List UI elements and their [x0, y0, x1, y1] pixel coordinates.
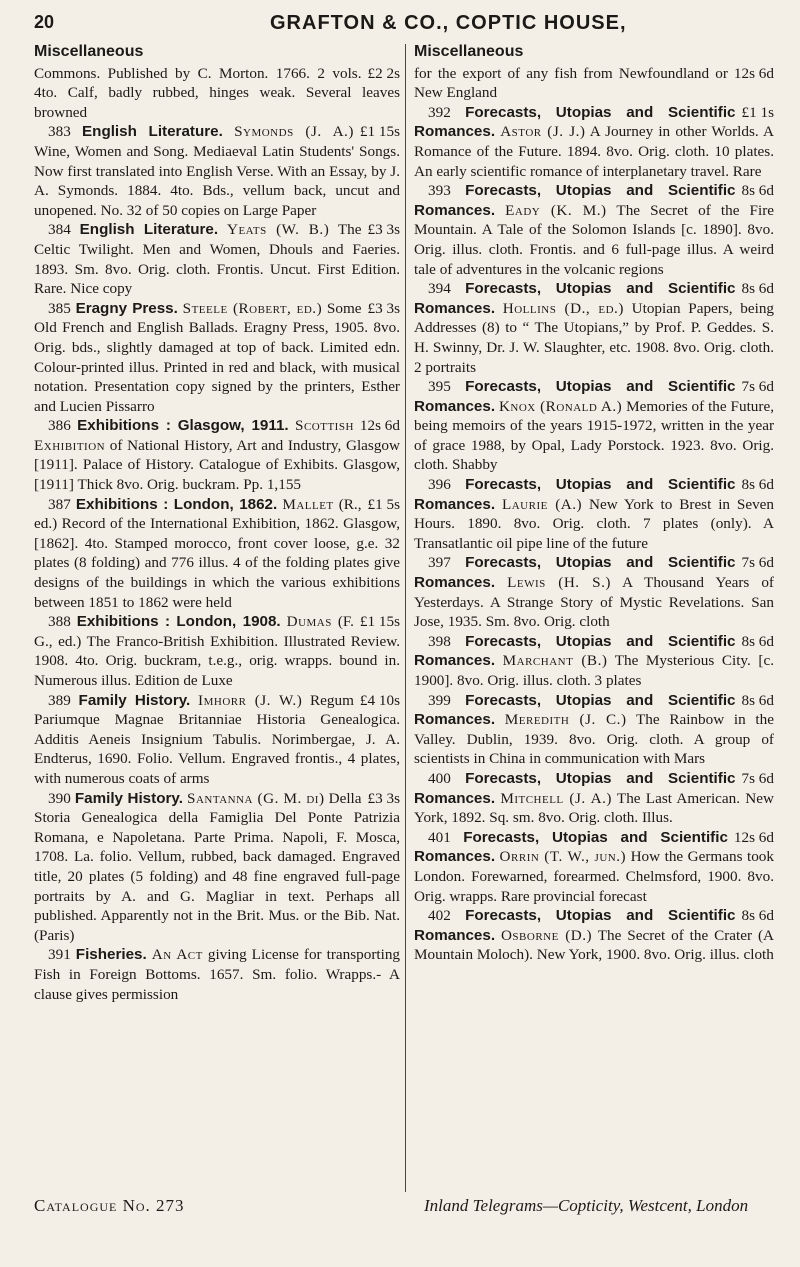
- entry-price: £3 3s: [367, 789, 400, 807]
- entry-number: 394: [428, 280, 451, 298]
- entry-price: £1 15s: [359, 613, 400, 631]
- entry-text: Utopian Papers, being Addresses (8) to “ The Utopians,” by Prof. P. Geddes. S. H. Swinny, Dr. J. W. Slaughter, etc. 1908. 8vo. Orig. cloth. 2 portraits: [414, 299, 775, 376]
- catalogue-entry: [414, 553, 774, 631]
- entry-author: Meredith (J. C.): [504, 711, 627, 729]
- entry-text: Della Storia Genealogica della Famiglia Del Ponte Patrizia Romana, e Napoletana. Parte Prima. Napoli, F. Mosca, 1708. La. folio. Vellum, rubbed, back damaged. Engraved title, 20 plates (5 folding) and 48 fine engraved full-page portraits by A. and G. Magliar in text. Perhaps all published. Apparently not in the Brit. Mus. or the Bib. Nat. (Paris): [34, 789, 400, 944]
- catalogue-entry: [34, 299, 400, 417]
- entry-author: Dumas: [286, 613, 332, 631]
- catalogue-entry: [414, 769, 774, 828]
- continued-entry: [414, 64, 774, 103]
- entry-price: £1 5s: [367, 495, 400, 513]
- continued-entry: [34, 64, 400, 123]
- entry-number: 392: [428, 103, 451, 121]
- entry-author: Orrin (T. W., jun.): [499, 848, 627, 866]
- entry-author: Mitchell (J. A.): [500, 789, 612, 807]
- entry-author: Scottish Exhibition: [34, 417, 354, 454]
- section-heading: Miscellaneous: [414, 43, 524, 60]
- entry-author: Imhorr (J. W.): [198, 691, 303, 709]
- entry-text: The Secret of the Crater (A Mountain Moloch). New York, 1900. 8vo. Orig. illus. cloth: [414, 926, 774, 964]
- entry-number: 389: [48, 691, 71, 709]
- entry-text: The Mysterious City. [c. 1900]. 8vo. Orig. illus. cloth. 3 plates: [414, 652, 774, 689]
- catalogue-entry: [414, 475, 774, 553]
- entry-heading: English Literature.: [79, 221, 219, 239]
- entry-author: Lewis (H. S.): [507, 574, 611, 592]
- entry-price: 8s 6d: [741, 476, 774, 494]
- entry-text: Wine, Women and Song. Mediaeval Latin Students' Songs. Now first translated into English Verse. With an Essay, by J. A. Symonds. 1884. 4to. Bds., vellum back, uncut and unopened. No. 32 of 50 copies on Large Paper: [34, 142, 400, 219]
- entry-heading: Forecasts, Utopias and Scientific Romances.: [414, 476, 736, 513]
- entry-price: 8s 6d: [741, 691, 774, 709]
- entry-author: Hollins (D., ed.): [502, 299, 624, 317]
- catalogue-entry: [34, 789, 400, 946]
- entry-author: Marchant (B.): [502, 652, 608, 670]
- entry-heading: Exhibitions : London, 1908.: [76, 613, 281, 631]
- entry-price: 8s 6d: [741, 280, 774, 298]
- entry-author: Mallet: [282, 495, 334, 513]
- entry-heading: Forecasts, Utopias and Scientific Romances.: [414, 828, 728, 866]
- entry-number: 385: [48, 299, 71, 317]
- entry-list: [414, 103, 774, 965]
- entry-heading: Family History.: [74, 789, 183, 807]
- entry-author: Santanna (G. M. di): [187, 789, 325, 807]
- catalogue-entry: [414, 691, 774, 769]
- entry-price: £4 10s: [359, 691, 400, 709]
- entry-text: The Secret of the Fire Mountain. A Tale of the Solomon Islands [c. 1890]. 8vo. Orig. illus. cloth. Frontis. and 6 full-page illus. A weird tale of adventures in the volcanic regions: [414, 201, 774, 278]
- entry-text: A Journey in other Worlds. A Romance of the Future. 1894. 8vo. Orig. cloth. 10 plates. An early scientific romance of interplanetary travel. Rare: [414, 123, 774, 180]
- entry-heading: Forecasts, Utopias and Scientific Romances.: [414, 769, 736, 807]
- entry-heading: Exhibitions : London, 1862.: [75, 495, 278, 513]
- entry-number: 386: [48, 417, 71, 435]
- entry-text: (F. G., ed.) The Franco-British Exhibition. Illustrated Review. 1908. 4to. Orig. buckram, t.e.g., orig. wrapps. bound in. Numerous illus. Edition de Luxe: [34, 613, 400, 689]
- entry-text: giving License for transporting Fish in Foreign Bottoms. 1657. Sm. folio. Wrapps.- A clause gives permission: [34, 946, 401, 1003]
- entry-heading: Forecasts, Utopias and Scientific Romances.: [414, 554, 736, 592]
- entry-heading: Forecasts, Utopias and Scientific Romances.: [414, 691, 736, 729]
- column-divider: [405, 44, 406, 1192]
- entry-text: How the Germans took London. Forewarned, forearmed. Chelmsford, 1900. 8vo. Orig. wrapps. Rare provincial forecast: [414, 848, 774, 905]
- entry-number: 393: [428, 182, 451, 200]
- entry-heading: English Literature.: [82, 123, 223, 141]
- page-number: 20: [34, 12, 55, 32]
- catalogue-entry: [414, 279, 774, 377]
- catalogue-entry: [34, 691, 400, 789]
- entry-number: 398: [428, 632, 451, 650]
- page-header: [34, 12, 780, 40]
- entry-number: 402: [428, 907, 451, 925]
- entry-price: 7s 6d: [741, 554, 774, 572]
- entry-price: £2 2s: [367, 64, 400, 82]
- entry-number: 387: [48, 495, 71, 513]
- entry-price: £1 15s: [359, 123, 400, 141]
- catalogue-entry: [414, 906, 774, 965]
- entry-number: 396: [428, 476, 451, 494]
- section-heading: Miscellaneous: [34, 43, 144, 60]
- catalogue-entry: [34, 220, 400, 298]
- page-footer: [34, 1196, 780, 1216]
- entry-author: Osborne (D.): [500, 926, 593, 944]
- catalogue-entry: [414, 103, 774, 181]
- entry-number: 384: [48, 221, 71, 239]
- entry-heading: Forecasts, Utopias and Scientific Romances.: [414, 907, 736, 944]
- entry-text: Regum Pariumque Magnae Britanniae Historia Genealogica. Additis Aeneis Insignium Tabulis. Norimbergae, J. A. Endterus, 1690. Folio. Vellum. Engraved frontis., 4 plates, with numerous coats of arms: [34, 691, 400, 787]
- entry-number: 391: [48, 946, 71, 964]
- publisher-title: GRAFTON & CO., COPTIC HOUSE,: [270, 12, 627, 34]
- entry-author: Laurie (A.): [501, 495, 583, 513]
- entry-number: 390: [48, 789, 71, 807]
- catalogue-entry: [414, 377, 774, 475]
- left-column: [34, 40, 400, 1004]
- entry-text: The Last American. New York, 1892. Sq. sm. 8vo. Orig. cloth. Illus.: [414, 789, 774, 827]
- entry-price: 8s 6d: [741, 182, 774, 200]
- entry-number: 397: [428, 554, 451, 572]
- entry-price: 12s 6d: [359, 417, 400, 435]
- entry-number: 401: [428, 828, 451, 846]
- entry-price: 7s 6d: [741, 769, 774, 787]
- entry-number: 395: [428, 378, 451, 396]
- entry-heading: Exhibitions : Glasgow, 1911.: [77, 417, 289, 435]
- catalogue-entry: [34, 122, 400, 220]
- entry-heading: Fisheries.: [75, 946, 147, 964]
- entry-text: of National History, Art and Industry, Glasgow [1911]. Palace of History. Catalogue of Exhibits. Glasgow, [1911] Thick 8vo. Orig. buckram. Pp. 1,155: [34, 436, 400, 494]
- entry-heading: Family History.: [78, 691, 191, 709]
- entry-text: for the export of any fish from Newfoundland or New England: [414, 64, 728, 102]
- entry-text: Memories of the Future, being memoirs of the years 1915-1972, written in the year of grace 1988, by Opal, Lady Porstock. 1923. 8vo. Orig. cloth. Shabby: [414, 397, 774, 474]
- entry-number: 400: [428, 769, 451, 787]
- entry-price: £3 3s: [367, 299, 400, 317]
- entry-author: Steele (Robert, ed.): [182, 299, 323, 317]
- entry-author: Symonds (J. A.): [234, 123, 354, 141]
- entry-price: 8s 6d: [741, 632, 774, 650]
- entry-text: The Celtic Twilight. Men and Women, Dhouls and Faeries. 1893. Sm. 8vo. Orig. cloth. Frontis. Uncut. First Edition. Rare. Nice copy: [34, 221, 400, 298]
- entry-price: £1 1s: [741, 103, 774, 121]
- catalogue-entry: [34, 416, 400, 494]
- catalogue-entry: [414, 828, 774, 906]
- entry-text: Commons. Published by C. Morton. 1766. 2 vols. 4to. Calf, badly rubbed, hinges weak. Several leaves browned: [34, 64, 400, 121]
- right-column: [414, 40, 774, 965]
- catalogue-number: Catalogue No. 273: [34, 1196, 185, 1215]
- telegram-address: Inland Telegrams—Copticity, Westcent, London: [424, 1196, 749, 1215]
- entry-text: New York to Brest in Seven Hours. 1890. 8vo. Orig. cloth. 7 plates (only). A Transatlantic oil pipe line of the future: [414, 495, 775, 552]
- entry-text: Some Old French and English Ballads. Eragny Press, 1905. 8vo. Orig. bds., slightly damaged at top of back. Limited edn. Colour-printed illus. Printed in red and black, with musical notation. Presentation copy signed by the printers, Esther and Lucien Pissarro: [34, 299, 400, 415]
- entry-number: 383: [48, 123, 71, 141]
- entry-heading: Forecasts, Utopias and Scientific Romances.: [414, 378, 736, 415]
- entry-author: An Act: [151, 946, 203, 964]
- entry-text: The Rainbow in the Valley. Dublin, 1939. 8vo. Orig. cloth. A group of scientists in China in communication with Mars: [414, 711, 774, 768]
- entry-text: (R., ed.) Record of the International Exhibition, 1862. Glasgow, [1862]. 4to. Stamped morocco, front cover loose, g.e. 32 plates (8 folding) and 776 illus. 4 of the folding plates give designs of the buildings in which the various exhibitions between 1851 to 1862 were held: [34, 495, 400, 611]
- entry-author: Knox (Ronald A.): [498, 397, 623, 415]
- entry-heading: Forecasts, Utopias and Scientific Romances.: [414, 280, 736, 317]
- entry-price: £3 3s: [367, 221, 400, 239]
- entry-price: 12s 6d: [733, 828, 774, 846]
- entry-author: Yeats (W. B.): [226, 221, 330, 239]
- catalogue-entry: [414, 181, 774, 279]
- entry-heading: Forecasts, Utopias and Scientific Romances.: [414, 103, 736, 141]
- entry-number: 399: [428, 691, 451, 709]
- catalogue-entry: [414, 632, 774, 691]
- entry-list: [34, 122, 400, 1004]
- entry-text: A Thousand Years of Yesterdays. A Strange Story of Mystic Revelations. San Jose, 1935. Sm. 8vo. Orig. cloth: [414, 574, 774, 631]
- entry-heading: Forecasts, Utopias and Scientific Romances.: [414, 632, 736, 670]
- entry-price: 8s 6d: [741, 907, 774, 925]
- entry-heading: Forecasts, Utopias and Scientific Romances.: [414, 182, 736, 219]
- catalogue-entry: [34, 945, 400, 1004]
- catalogue-entry: [34, 612, 400, 690]
- catalogue-entry: [34, 495, 400, 613]
- entry-price: 12s 6d: [733, 64, 774, 82]
- entry-heading: Eragny Press.: [75, 299, 178, 317]
- entry-author: Astor (J. J.): [500, 123, 586, 141]
- entry-author: Eady (K. M.): [505, 201, 607, 219]
- entry-price: 7s 6d: [741, 378, 774, 396]
- entry-number: 388: [48, 613, 71, 631]
